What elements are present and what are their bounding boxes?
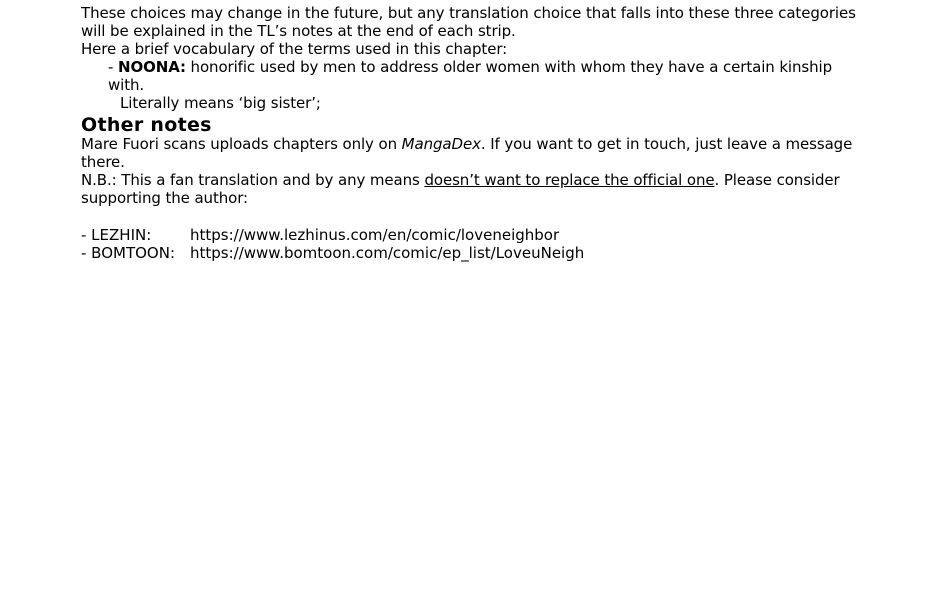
vocabulary-intro: Here a brief vocabulary of the terms used in this chapter:: [81, 40, 508, 58]
vocabulary-list: [108, 58, 868, 112]
nb-paragraph: [81, 171, 871, 207]
link-url-bomtoon[interactable]: https://www.bomtoon.com/comic/ep_list/LoveuNeigh: [190, 244, 585, 262]
nb-underlined-text: doesn’t want to replace the official one: [424, 171, 715, 189]
vocabulary-continuation: Literally means ‘big sister’;: [120, 94, 321, 112]
vocabulary-bullet: -: [108, 58, 118, 76]
translation-choices-paragraph: These choices may change in the future, but any translation choice that falls into these three categories will be explained in the TL’s notes at the end of each strip.: [81, 4, 856, 40]
mangadex-name: MangaDex: [401, 135, 481, 153]
author-links: [81, 226, 871, 262]
contact-text-start: Mare Fuori scans uploads chapters only on: [81, 135, 402, 153]
link-row-lezhin: [81, 226, 871, 244]
contact-text-end: . If you want to get in touch, just leave a message there.: [81, 135, 853, 171]
nb-text-end: . Please consider supporting the author:: [81, 171, 840, 207]
vocabulary-definition: honorific used by men to address older women with whom they have a certain kinship with.: [108, 58, 833, 94]
contact-paragraph: [81, 135, 871, 171]
link-url-lezhin[interactable]: https://www.lezhinus.com/en/comic/loveneighbor: [190, 226, 560, 244]
other-notes-heading: Other notes: [81, 114, 212, 136]
nb-text-start: N.B.: This a fan translation and by any means: [81, 171, 425, 189]
vocabulary-item: [108, 58, 868, 112]
link-label-bomtoon: - BOMTOON:: [81, 244, 176, 262]
link-label-lezhin: - LEZHIN:: [81, 226, 152, 244]
vocabulary-term: NOONA:: [117, 58, 186, 76]
link-row-bomtoon: [81, 244, 871, 262]
